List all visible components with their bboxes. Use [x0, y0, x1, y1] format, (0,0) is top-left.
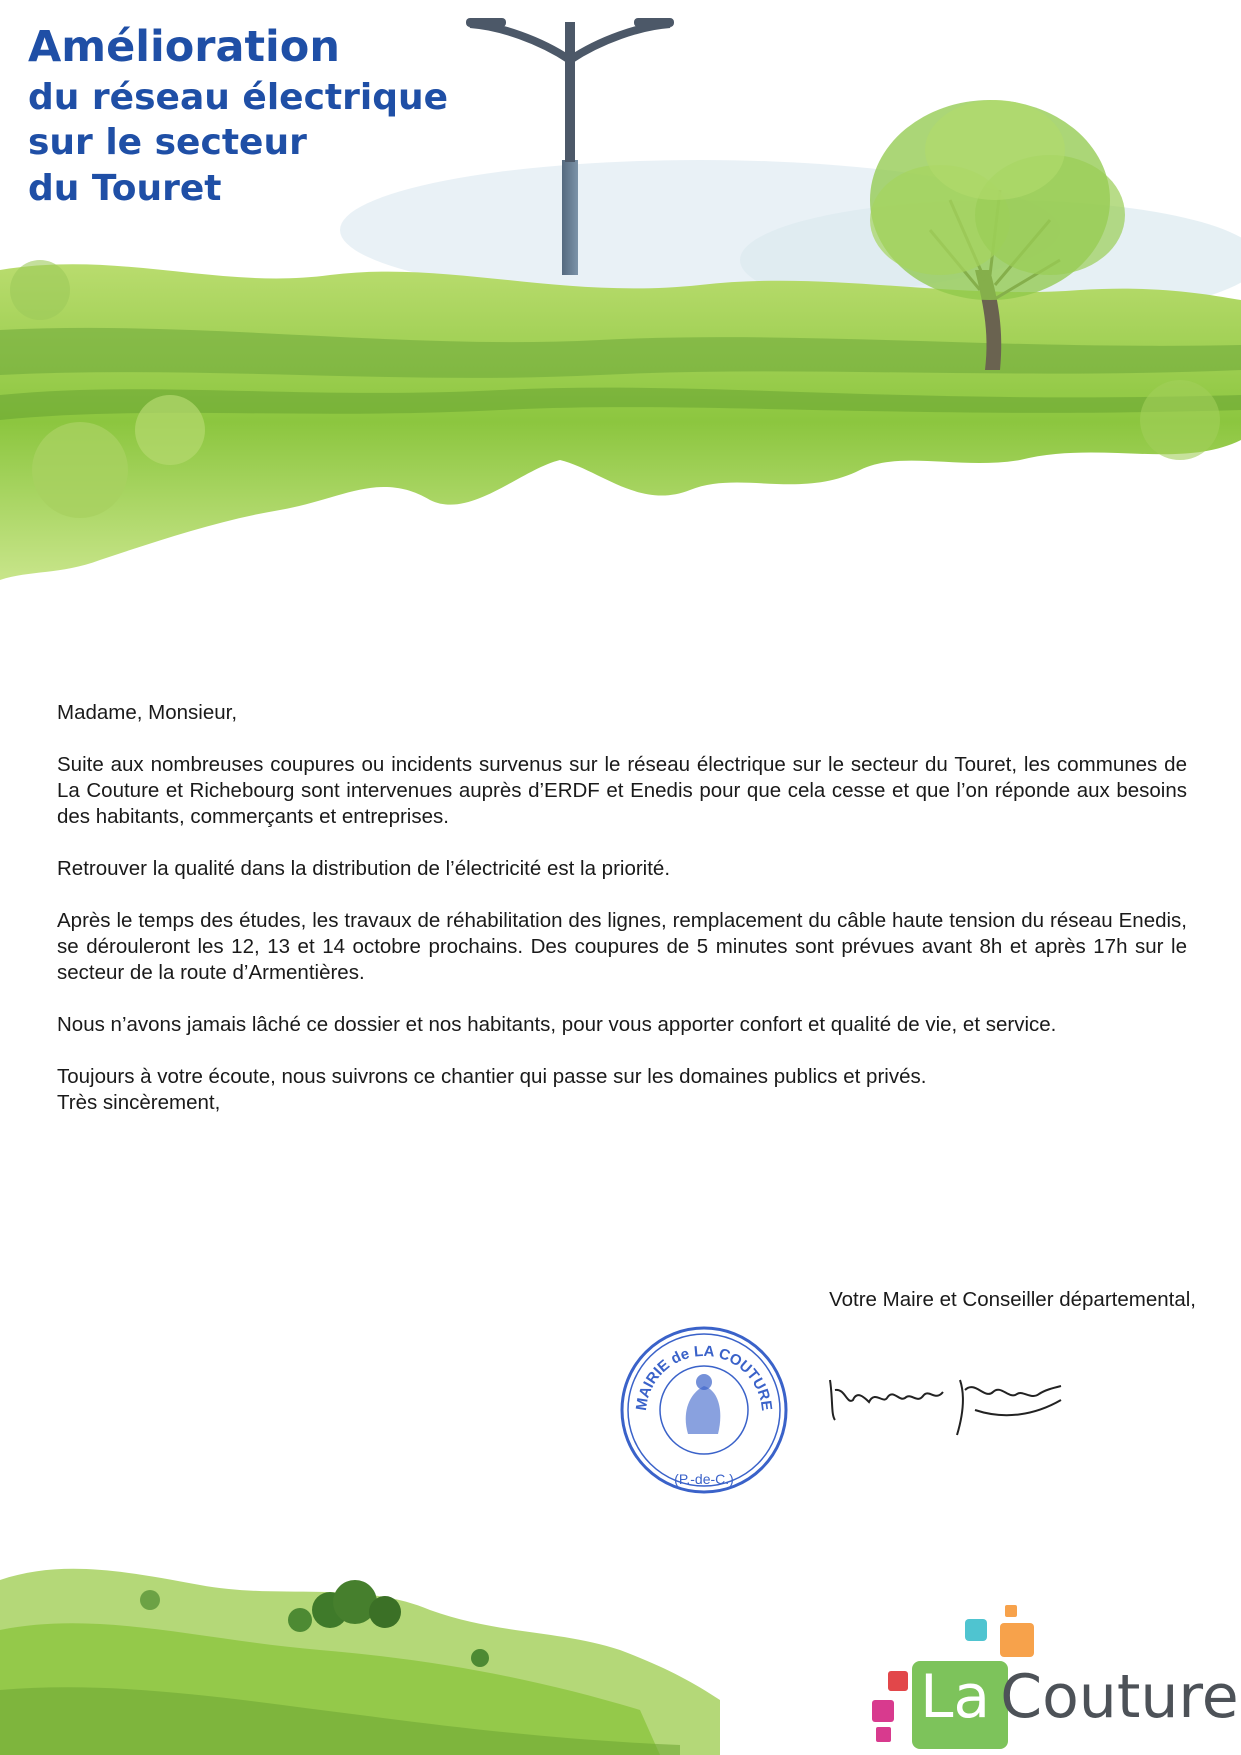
logo-word-la: La	[920, 1662, 991, 1732]
title-line-1: Amélioration	[28, 22, 340, 72]
page-title	[28, 20, 448, 212]
letter-paragraph: Après le temps des études, les travaux de réhabilitation des lignes, remplacement du câble haute tension du réseau Enedis, se dérouleront les 12, 13 et 14 octobre prochains. Des coupures de 5 minutes sont prévues avant 8h et après 17h sur le secteur de la route d’Armentières.	[57, 909, 1187, 984]
title-line-3: sur le secteur	[28, 122, 307, 164]
letter-greeting: Madame, Monsieur,	[57, 701, 238, 724]
stamp-text-bottom: (P.-de-C.)	[674, 1471, 734, 1487]
letter-body	[57, 700, 1187, 1116]
letter-paragraph: Nous n’avons jamais lâché ce dossier et nos habitants, pour vous apporter confort et qualité de vie, et service.	[57, 1013, 1057, 1036]
logo	[920, 1662, 1239, 1732]
logo-word-couture: Couture	[1000, 1662, 1239, 1732]
letter-paragraph-text: Toujours à votre écoute, nous suivrons ce chantier qui passe sur les domaines publics et privés.	[57, 1065, 927, 1088]
stamp-seal	[618, 1324, 790, 1496]
signoff-text: Votre Maire et Conseiller départemental,	[829, 1288, 1196, 1311]
letter-paragraph: Suite aux nombreuses coupures ou incidents survenus sur le réseau électrique sur le secteur du Touret, les communes de La Couture et Richebourg sont intervenues auprès d’ERDF et Enedis pour que cela cesse et que l’on réponde aux besoins des habitants, commerçants et entreprises.	[57, 753, 1187, 828]
signature	[825, 1360, 1065, 1440]
letter-paragraph: Retrouver la qualité dans la distribution de l’électricité est la priorité.	[57, 857, 671, 880]
letter-paragraph	[57, 1064, 1187, 1116]
stamp-text-top: MAIRIE de LA COUTURE	[632, 1342, 776, 1412]
letter-closing: Très sincèrement,	[57, 1091, 221, 1114]
title-line-4: du Touret	[28, 168, 222, 210]
title-line-2: du réseau électrique	[28, 76, 449, 118]
